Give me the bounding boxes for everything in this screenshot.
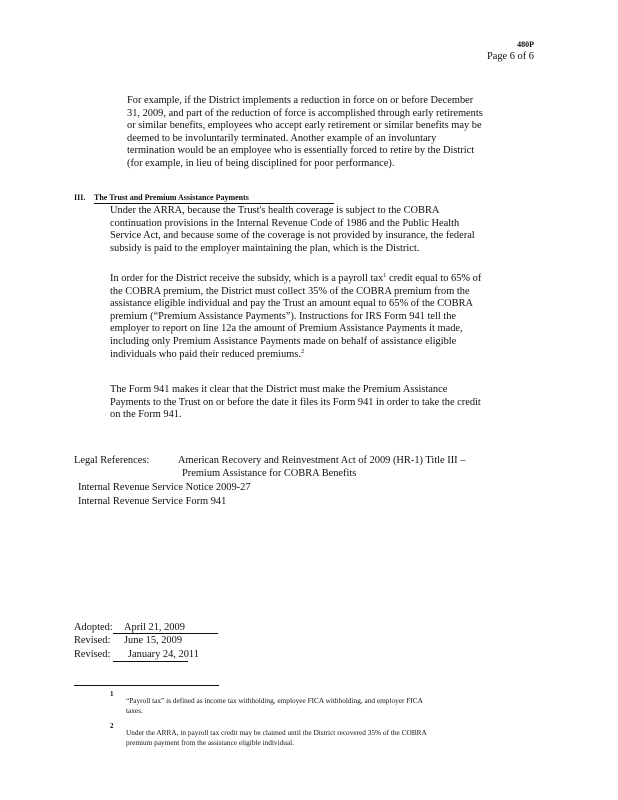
- trust-paragraph: [110, 205, 540, 255]
- text-fragment: In order for the District receive the subsidy, which is a payroll tax: [110, 273, 384, 284]
- text-line: on the Form 941.: [110, 409, 182, 421]
- section-title: The Trust and Premium Assistance Payments: [94, 193, 249, 202]
- text-line: The Form 941 makes it clear that the District must make the Premium Assistance: [110, 384, 448, 395]
- legal-reference-item: Internal Revenue Service Form 941: [78, 496, 227, 507]
- legal-references-label: Legal References:: [74, 455, 150, 466]
- text-line: the COBRA premium, the District must collect 35% of the COBRA premium from the: [110, 285, 470, 297]
- revised-label: Revised:: [74, 649, 111, 660]
- revised-date: June 15, 2009: [124, 635, 183, 646]
- revised-label: Revised:: [74, 635, 111, 646]
- form941-paragraph: [110, 384, 540, 422]
- section-title-underline: [94, 203, 334, 204]
- revised-date: January 24, 2011: [128, 649, 199, 660]
- text-line: deemed to be involuntarily terminated. Another example of an involuntary: [127, 132, 437, 144]
- text-line: For example, if the District implements a reduction in force on or before December: [127, 95, 474, 106]
- footnote-mark: 1: [110, 690, 114, 698]
- adopted-date: April 21, 2009: [124, 622, 185, 633]
- text-line: (for example, in lieu of being disciplined for poor performance).: [127, 157, 395, 169]
- text-line: termination would be an employee who is essentially forced to retire by the District: [127, 145, 475, 157]
- text-line: Under the ARRA, because the Trust's health coverage is subject to the COBRA: [110, 205, 440, 216]
- intro-paragraph: [127, 95, 539, 171]
- footnote-1: [126, 696, 423, 716]
- legal-reference-item: American Recovery and Reinvestment Act of 2009 (HR-1) Title III –: [178, 455, 466, 466]
- footnote-line: Under the ARRA, in payroll tax credit may be claimed until the District recovered 35% of the COBRA: [126, 728, 427, 737]
- revised-date-underline: [113, 661, 188, 662]
- footnote-mark: 2: [110, 722, 114, 730]
- text-line: assistance eligible individual and pay the Trust an amount equal to 65% of the COBRA: [110, 298, 474, 310]
- text-line: continuation provisions in the Internal Revenue Code of 1986 and the Public Health: [110, 217, 460, 229]
- text-line: premium (“Premium Assistance Payments”). Instructions for IRS Form 941 tell the: [110, 310, 457, 322]
- footnote-line: taxes.: [126, 706, 143, 715]
- text-line: employer to report on line 12a the amount of Premium Assistance Payments it made,: [110, 323, 463, 335]
- text-line: Service Act, and because some of the coverage is not provided by insurance, the federal: [110, 230, 475, 242]
- footnote-2: [126, 728, 427, 748]
- text-line: subsidy is paid to the employer maintaining the plan, which is the District.: [110, 242, 420, 254]
- text-line: including only Premium Assistance Payments made on behalf of assistance eligible: [110, 335, 457, 347]
- text-line: 31, 2009, and part of the reduction of force is accomplished through early retirements: [127, 107, 483, 119]
- footnote-line: “Payroll tax” is defined as income tax withholding, employee FICA withholding, and employer FICA: [126, 696, 423, 705]
- text-line: [110, 349, 540, 362]
- adopted-label: Adopted:: [74, 622, 113, 633]
- legal-reference-item: Premium Assistance for COBRA Benefits: [182, 468, 357, 479]
- footnote-line: premium payment from the assistance eligible individual.: [126, 738, 294, 747]
- footnote-separator: [74, 685, 219, 686]
- text-line: or similar benefits, employees who accept early retirement or similar benefits may be: [127, 120, 482, 132]
- subsidy-paragraph: [110, 273, 540, 361]
- section-number: III.: [74, 193, 86, 202]
- text-line: [110, 273, 540, 286]
- text-fragment: individuals who paid their reduced premiums.: [110, 348, 302, 360]
- footnote-ref-2[interactable]: 2: [301, 347, 305, 355]
- text-fragment: credit equal to 65% of: [386, 273, 482, 284]
- text-line: Payments to the Trust on or before the date it files its Form 941 in order to take the credit: [110, 396, 481, 408]
- footnote-ref-1[interactable]: 1: [383, 272, 387, 279]
- page-number: Page 6 of 6: [486, 51, 534, 62]
- policy-code: 480P: [517, 40, 534, 49]
- legal-reference-item: Internal Revenue Service Notice 2009-27: [78, 482, 251, 493]
